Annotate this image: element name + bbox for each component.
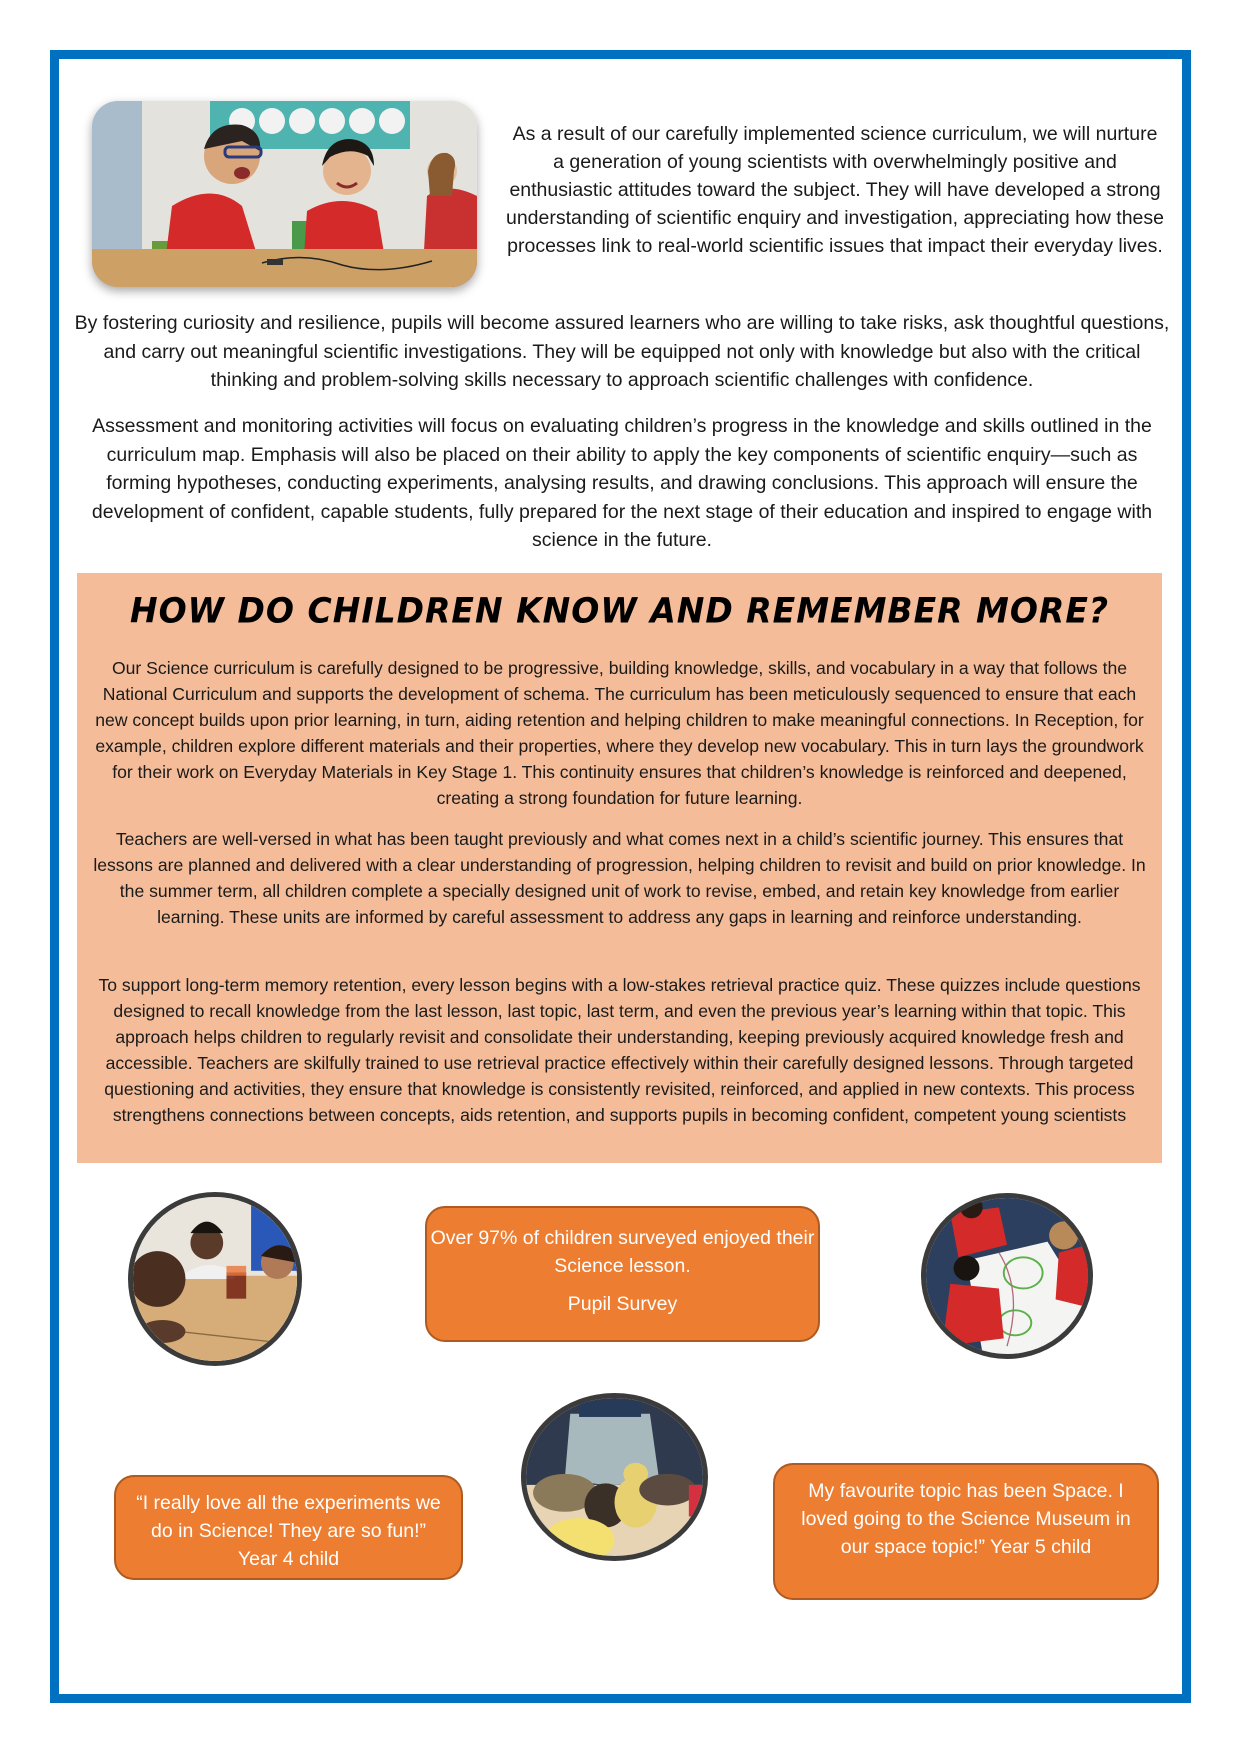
section-paragraph-teachers: Teachers are well-versed in what has been taught previously and what comes next in a child’s scientific journey. This ensures that lessons are planned and delivered with a clear understanding of progression, helping children to revisit and build on prior knowledge. In the summer term, all children complete a specially designed unit of work to revise, embed, and retain key knowledge from earlier learning. These units are informed by careful assessment to address any gaps in learning and reinforce understanding.: [93, 829, 1146, 927]
photo-ducklings: [521, 1393, 708, 1561]
pupil-survey-callout: [425, 1206, 820, 1342]
year-4-quote-text: “I really love all the experiments we do in Science! They are so fun!” Year 4 child: [136, 1492, 441, 1570]
year-4-quote-callout: [114, 1475, 463, 1580]
section-paragraph-curriculum: Our Science curriculum is carefully designed to be progressive, building knowledge, skills, and vocabulary in a way that follows the National Curriculum and supports the development of schema. The curriculum has been meticulously sequenced to ensure that each new concept builds upon prior learning, in turn, aiding retention and helping children to make meaningful connections. In Reception, for example, children explore different materials and their properties, where they develop new vocabulary. This in turn lays the groundwork for their work on Everyday Materials in Key Stage 1. This continuity ensures that children’s knowledge is reinforced and deepened, creating a strong foundation for future learning.: [95, 658, 1144, 808]
section-heading: HOW DO CHILDREN KNOW AND REMEMBER MORE?: [129, 590, 1110, 631]
intro-paragraph: As a result of our carefully implemented science curriculum, we will nurture a generation of young scientists with overwhelmingly positive and enthusiastic attitudes toward the subject. They will have developed a strong understanding of scientific enquiry and investigation, appreciating how these processes link to real-world scientific issues that impact their everyday lives.: [505, 123, 1164, 257]
survey-source-label: Pupil Survey: [567, 1293, 678, 1315]
year-5-quote-callout: [773, 1463, 1159, 1600]
year-5-quote-text: My favourite topic has been Space. I loved going to the Science Museum in our space topic!” Year 5 child: [801, 1480, 1131, 1558]
remember-more-section: [77, 573, 1162, 1163]
body-paragraph-assessment: Assessment and monitoring activities will focus on evaluating children’s progress in the knowledge and skills outlined in the curriculum map. Emphasis will also be placed on their ability to apply the key components of scientific enquiry—such as forming hypotheses, conducting experiments, analysing results, and drawing conclusions. This approach will ensure the development of confident, capable students, fully prepared for the next stage of their education and inspired to engage with science in the future.: [91, 415, 1153, 551]
photo-body-outline-drawing: [921, 1193, 1093, 1359]
photo-cup-experiment: [128, 1192, 302, 1366]
section-paragraph-retrieval: To support long-term memory retention, every lesson begins with a low-stakes retrieval practice quiz. These quizzes include questions designed to recall knowledge from the last lesson, last topic, last term, and even the previous year’s learning within that topic. This approach helps children to regularly revisit and consolidate their understanding, keeping previously acquired knowledge fresh and accessible. Teachers are skilfully trained to use retrieval practice effectively within their carefully designed lessons. Through targeted questioning and activities, they ensure that knowledge is consistently revisited, reinforced, and applied in new contexts. This process strengthens connections between concepts, aids retention, and supports pupils in becoming confident, competent young scientists: [98, 975, 1141, 1125]
hero-photo-children-laughing: [92, 101, 477, 287]
classroom-illustration: [92, 101, 477, 287]
body-paragraph-curiosity: By fostering curiosity and resilience, pupils will become assured learners who are willing to take risks, ask thoughtful questions, and carry out meaningful scientific investigations. They will be equipped not only with knowledge but also with the critical thinking and problem-solving skills necessary to approach scientific challenges with confidence.: [74, 312, 1170, 391]
survey-statistic-text: Over 97% of children surveyed enjoyed their Science lesson.: [430, 1227, 815, 1277]
